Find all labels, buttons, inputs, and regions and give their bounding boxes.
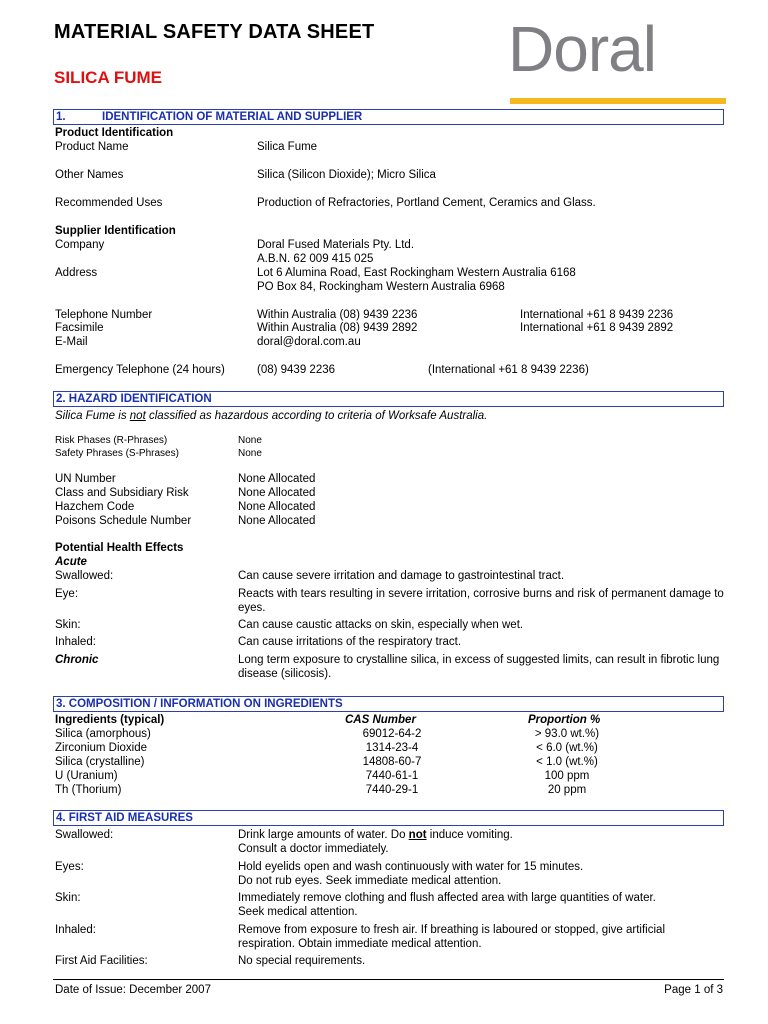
firstaid-eyes-line-1: Hold eyelids open and wash continuously with water for 15 minutes. xyxy=(238,861,584,873)
firstaid-swallowed-label: Swallowed: xyxy=(55,829,114,841)
ingredient-proportion: < 6.0 (wt.%) xyxy=(536,742,598,754)
address-label: Address xyxy=(55,267,98,279)
ingredient-name: U (Uranium) xyxy=(55,770,118,782)
ingredient-name: Silica (crystalline) xyxy=(55,756,145,768)
un-number-label: UN Number xyxy=(55,473,116,485)
ingredient-proportion: > 93.0 wt.%) xyxy=(534,728,600,740)
ingredient-name: Silica (amorphous) xyxy=(55,728,151,740)
telephone-label: Telephone Number xyxy=(55,309,153,321)
firstaid-swallowed-line-1 xyxy=(238,828,513,842)
email-value: doral@doral.com.au xyxy=(257,336,361,348)
firstaid-inhaled-label: Inhaled: xyxy=(55,924,96,936)
ingredient-cas: 14808-60-7 xyxy=(362,756,422,768)
product-name-label: Product Name xyxy=(55,141,129,153)
acute-skin-value: Can cause caustic attacks on skin, especially when wet. xyxy=(238,619,524,631)
facsimile-local: Within Australia (08) 9439 2892 xyxy=(257,322,418,334)
acute-swallowed-label: Swallowed: xyxy=(55,570,114,582)
un-number-value: None Allocated xyxy=(238,473,316,485)
cas-column-header: CAS Number xyxy=(345,714,416,726)
firstaid-inhaled-line-2: respiration. Obtain immediate medical attention. xyxy=(238,938,482,950)
ingredient-cas: 1314-23-4 xyxy=(365,742,419,754)
hazard-classification-statement xyxy=(55,409,487,423)
ingredient-cas: 69012-64-2 xyxy=(362,728,422,740)
emergency-telephone-label: Emergency Telephone (24 hours) xyxy=(55,364,225,376)
class-risk-label: Class and Subsidiary Risk xyxy=(55,487,189,499)
emergency-telephone-international: (International +61 8 9439 2236) xyxy=(428,364,589,376)
risk-phrases-value: None xyxy=(238,435,262,446)
company-value: Doral Fused Materials Pty. Ltd. xyxy=(257,239,415,251)
safety-phrases-label: Safety Phrases (S-Phrases) xyxy=(55,448,179,459)
document-title: MATERIAL SAFETY DATA SHEET xyxy=(54,21,375,43)
section-1-number: 1. xyxy=(56,111,66,123)
firstaid-skin-line-1: Immediately remove clothing and flush affected area with large quantities of water. xyxy=(238,892,656,904)
section-2-title: 2. HAZARD IDENTIFICATION xyxy=(56,393,212,405)
firstaid-skin-line-2: Seek medical attention. xyxy=(238,906,358,918)
ingredient-proportion: < 1.0 (wt.%) xyxy=(536,756,598,768)
recommended-uses-value: Production of Refractories, Portland Cement, Ceramics and Glass. xyxy=(257,197,596,209)
product-name-value: Silica Fume xyxy=(257,141,318,153)
facsimile-international: International +61 8 9439 2892 xyxy=(520,322,674,334)
ingredient-proportion: 100 ppm xyxy=(544,770,590,782)
telephone-international: International +61 8 9439 2236 xyxy=(520,309,674,321)
hazchem-code-value: None Allocated xyxy=(238,501,316,513)
ingredient-proportion: 20 ppm xyxy=(547,784,587,796)
chronic-heading: Chronic xyxy=(55,654,99,666)
section-4-title: 4. FIRST AID MEASURES xyxy=(56,812,193,824)
doral-logo: Doral xyxy=(508,13,656,85)
firstaid-swallowed-line-2: Consult a doctor immediately. xyxy=(238,843,389,855)
company-label: Company xyxy=(55,239,105,251)
product-identification-label: Product Identification xyxy=(55,127,174,139)
poisons-schedule-label: Poisons Schedule Number xyxy=(55,515,192,527)
logo-underline-bar xyxy=(510,98,726,104)
ingredient-cas: 7440-29-1 xyxy=(365,784,419,796)
section-1-heading xyxy=(53,109,724,125)
section-4-heading xyxy=(53,810,724,826)
ingredients-column-header: Ingredients (typical) xyxy=(55,714,165,726)
date-of-issue: Date of Issue: December 2007 xyxy=(55,984,211,996)
product-title: SILICA FUME xyxy=(54,68,162,87)
emergency-telephone-local: (08) 9439 2236 xyxy=(257,364,336,376)
supplier-identification-label: Supplier Identification xyxy=(55,225,176,237)
email-label: E-Mail xyxy=(55,336,88,348)
acute-eye-value: Reacts with tears resulting in severe irritation, corrosive burns and risk of permanent damage to eyes. xyxy=(238,588,724,614)
ingredient-cas: 7440-61-1 xyxy=(365,770,419,782)
acute-skin-label: Skin: xyxy=(55,619,81,631)
ingredient-name: Zirconium Dioxide xyxy=(55,742,148,754)
class-risk-value: None Allocated xyxy=(238,487,316,499)
section-1-title: IDENTIFICATION OF MATERIAL AND SUPPLIER xyxy=(102,111,363,123)
address-line-1: Lot 6 Alumina Road, East Rockingham Western Australia 6168 xyxy=(257,267,576,279)
hazchem-code-label: Hazchem Code xyxy=(55,501,135,513)
swallowed-text-end: induce vomiting. xyxy=(426,829,513,841)
classification-text-end: classified as hazardous according to criteria of Worksafe Australia. xyxy=(145,410,488,422)
address-line-2: PO Box 84, Rockingham Western Australia 6968 xyxy=(257,281,505,293)
firstaid-facilities-value: No special requirements. xyxy=(238,955,366,967)
health-effects-heading: Potential Health Effects xyxy=(55,542,184,554)
recommended-uses-label: Recommended Uses xyxy=(55,197,163,209)
poisons-schedule-value: None Allocated xyxy=(238,515,316,527)
classification-text-start: Silica Fume is xyxy=(55,410,130,422)
footer-divider xyxy=(53,979,724,980)
safety-phrases-value: None xyxy=(238,448,262,459)
section-3-title: 3. COMPOSITION / INFORMATION ON INGREDIENTS xyxy=(56,698,343,710)
acute-heading: Acute xyxy=(55,556,87,568)
acute-swallowed-value: Can cause severe irritation and damage to gastrointestinal tract. xyxy=(238,570,565,582)
acute-inhaled-label: Inhaled: xyxy=(55,636,96,648)
firstaid-facilities-label: First Aid Facilities: xyxy=(55,955,148,967)
telephone-local: Within Australia (08) 9439 2236 xyxy=(257,309,418,321)
other-names-label: Other Names xyxy=(55,169,124,181)
firstaid-eyes-label: Eyes: xyxy=(55,861,84,873)
firstaid-inhaled-line-1: Remove from exposure to fresh air. If breathing is laboured or stopped, give artificial xyxy=(238,924,665,936)
acute-inhaled-value: Can cause irritations of the respiratory tract. xyxy=(238,636,462,648)
page-number: Page 1 of 3 xyxy=(664,984,723,996)
swallowed-emphasis: not xyxy=(408,829,427,841)
facsimile-label: Facsimile xyxy=(55,322,104,334)
ingredient-name: Th (Thorium) xyxy=(55,784,122,796)
firstaid-eyes-line-2: Do not rub eyes. Seek immediate medical attention. xyxy=(238,875,502,887)
risk-phrases-label: Risk Phases (R-Phrases) xyxy=(55,435,168,446)
chronic-value: Long term exposure to crystalline silica, in excess of suggested limits, can result in fibrotic lung disease (silicosis). xyxy=(238,654,720,680)
proportion-column-header: Proportion % xyxy=(528,714,601,726)
firstaid-skin-label: Skin: xyxy=(55,892,81,904)
swallowed-text-start: Drink large amounts of water. Do xyxy=(238,829,409,841)
classification-emphasis: not xyxy=(129,410,146,422)
section-3-heading xyxy=(53,696,724,712)
abn-value: A.B.N. 62 009 415 025 xyxy=(257,253,374,265)
section-2-heading xyxy=(53,391,724,407)
acute-eye-label: Eye: xyxy=(55,588,79,600)
other-names-value: Silica (Silicon Dioxide); Micro Silica xyxy=(257,169,436,181)
